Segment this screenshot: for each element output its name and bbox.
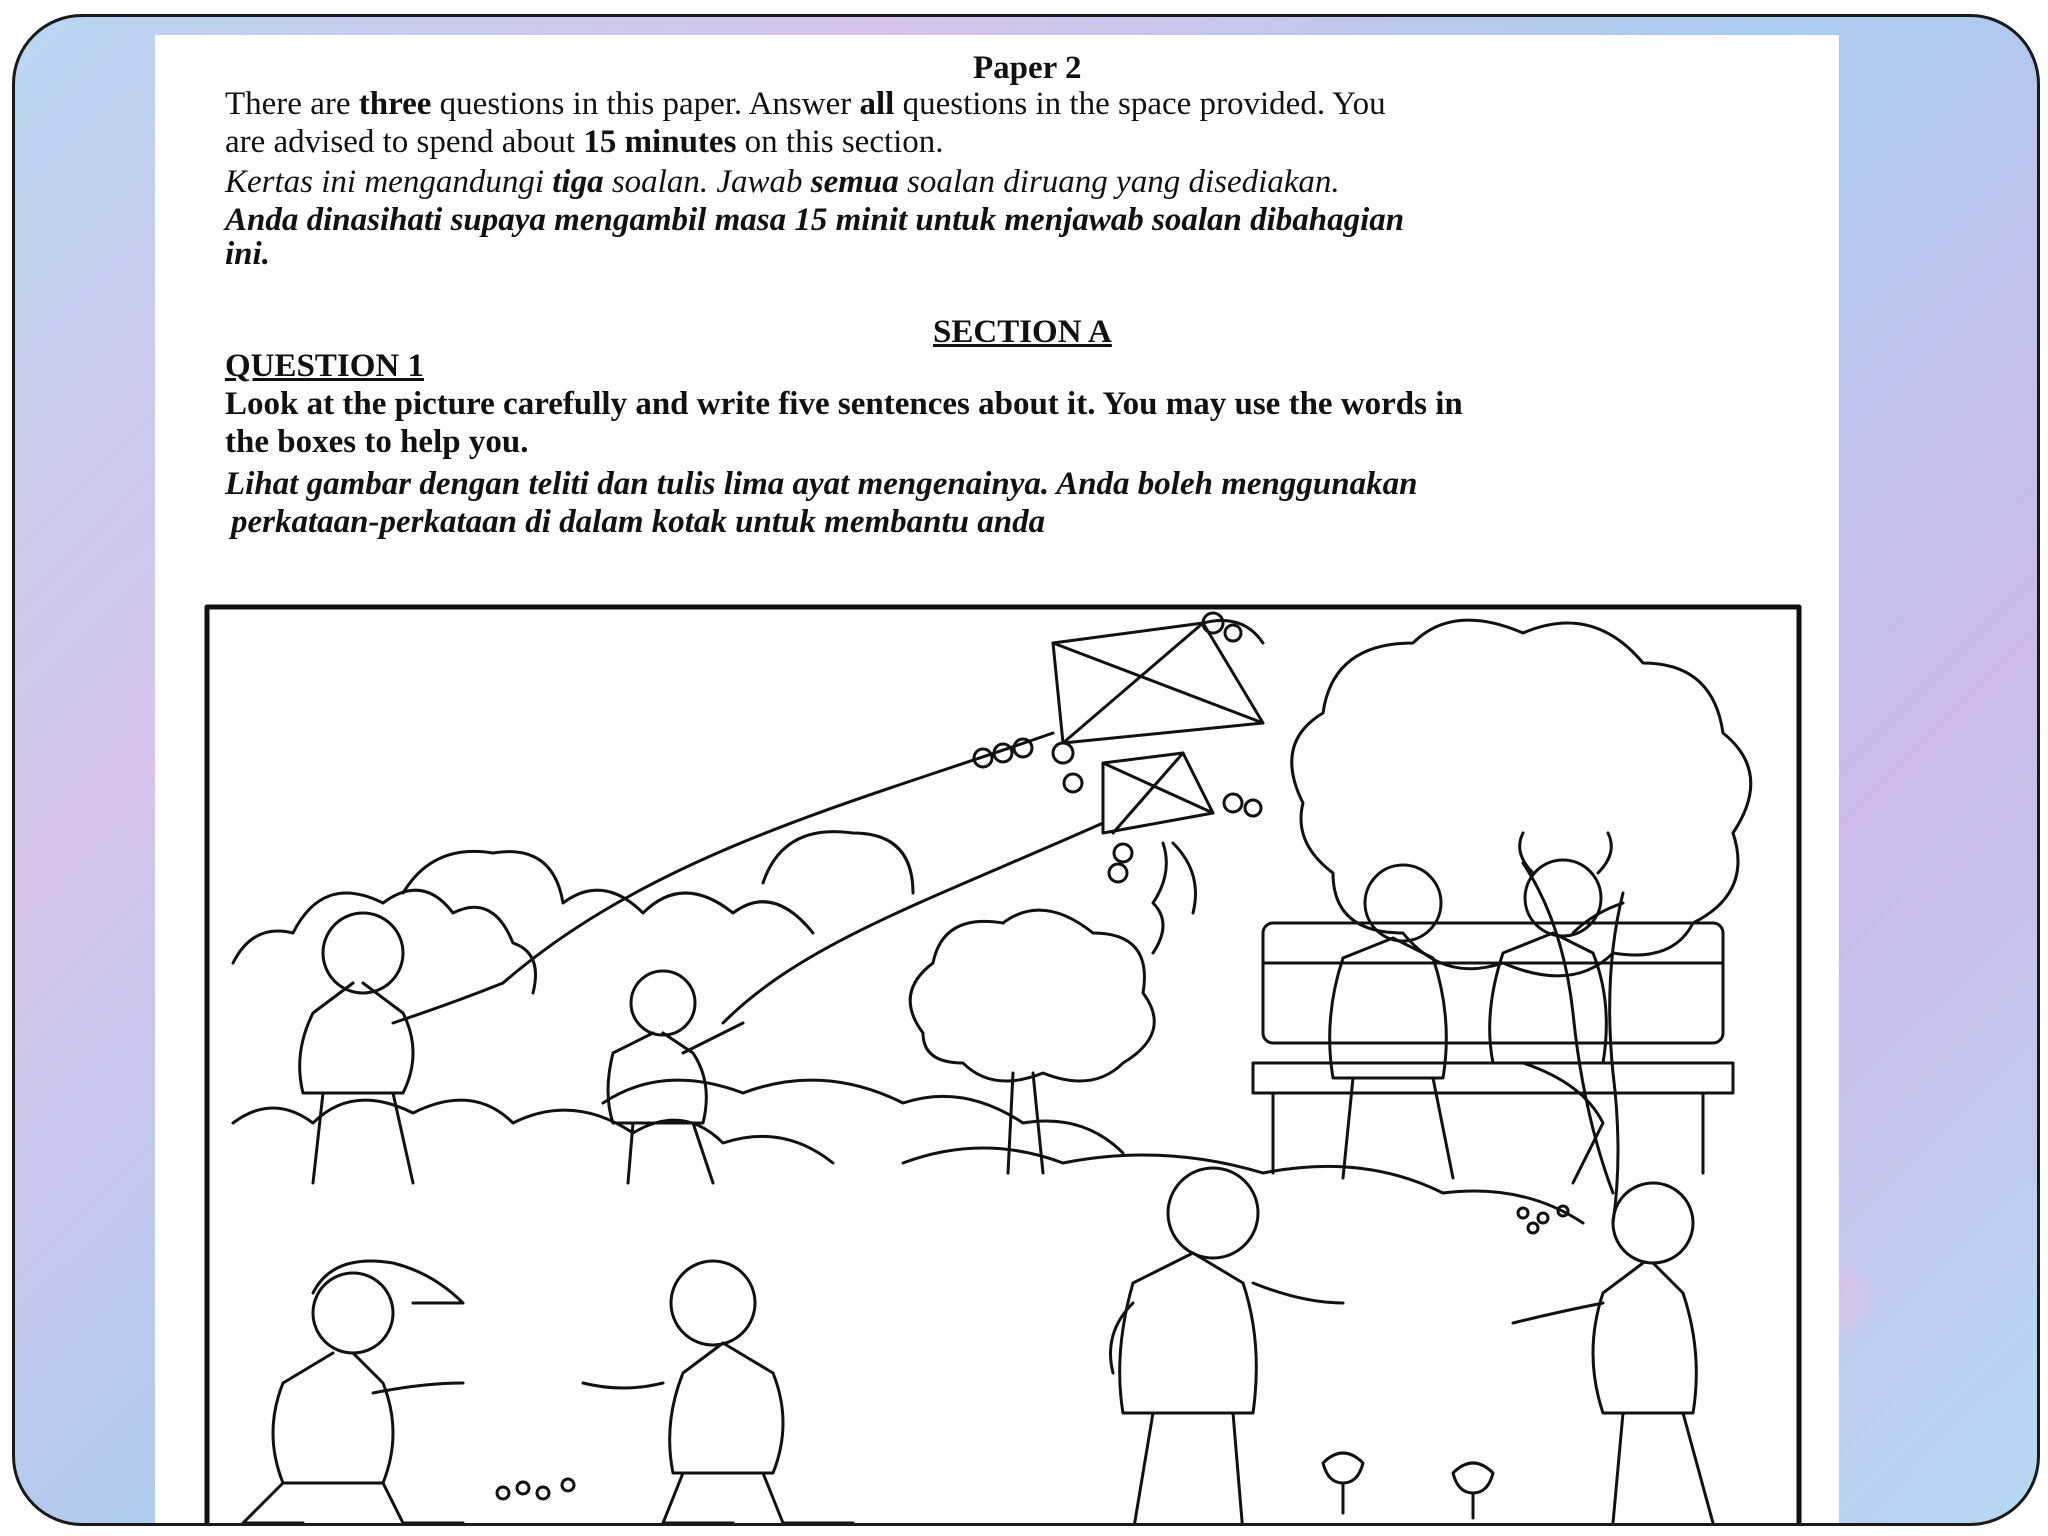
text-segment: untuk menjawab soalan dibahagian xyxy=(907,202,1405,238)
background-bushes xyxy=(233,832,1583,1223)
text-segment: questions in this paper. Answer xyxy=(431,86,860,122)
text-segment: Anda dinasihati supaya mengambil masa xyxy=(225,202,795,238)
text-segment: soalan. Jawab xyxy=(603,164,811,200)
question-en-line-2: the boxes to help you. xyxy=(225,424,529,460)
boy-standing xyxy=(1513,1183,1713,1523)
question-ms-line-1: Lihat gambar dengan teliti dan tulis lima ayat mengenainya. Anda boleh menggunakan xyxy=(225,466,1418,502)
instruction-ms-line-2 xyxy=(225,201,1404,239)
exam-paper xyxy=(155,35,1839,1526)
spinning-tops xyxy=(1323,1453,1493,1518)
text-segment: on this section. xyxy=(736,124,944,160)
seated-man xyxy=(1330,865,1453,1178)
park-illustration xyxy=(203,603,1803,1526)
instruction-en-line-1 xyxy=(225,85,1386,123)
text-segment: questions in the space provided. You xyxy=(894,86,1386,122)
bold-segment: three xyxy=(358,86,432,122)
question-en-line-1: Look at the picture carefully and write five sentences about it. You may use the words in xyxy=(225,386,1463,422)
bold-segment: tiga xyxy=(552,164,604,200)
bold-segment: 15 minit xyxy=(794,202,908,238)
kite-string-1 xyxy=(503,733,1053,983)
marbles xyxy=(497,1479,574,1499)
boy-with-cap xyxy=(243,1261,463,1523)
kite-large xyxy=(1053,613,1263,743)
instruction-ms-line-1 xyxy=(225,163,1340,201)
park-bench xyxy=(1253,923,1733,1173)
boy-with-kite-string xyxy=(608,971,743,1183)
bold-segment: semua xyxy=(810,164,899,200)
boy-flying-kite xyxy=(300,913,503,1183)
text-segment: There are xyxy=(225,86,359,122)
small-tree xyxy=(910,910,1154,1173)
bold-segment: 15 minutes xyxy=(583,124,737,160)
instruction-en-line-2 xyxy=(225,123,944,161)
slide-frame xyxy=(12,14,2040,1526)
kite-small xyxy=(1103,753,1213,953)
kneeling-boy xyxy=(583,1261,853,1523)
text-segment: soalan diruang yang disediakan. xyxy=(898,164,1340,200)
question-title: QUESTION 1 xyxy=(225,348,424,384)
question-ms-line-2: perkataan-perkataan di dalam kotak untuk membantu anda xyxy=(231,504,1046,540)
boy-with-top xyxy=(1111,1168,1344,1526)
section-title: SECTION A xyxy=(933,314,1112,350)
paper-title: Paper 2 xyxy=(973,50,1082,86)
text-segment: are advised to spend about xyxy=(225,124,584,160)
bold-segment: all xyxy=(859,86,895,122)
text-segment: Kertas ini mengandungi xyxy=(225,164,553,200)
instruction-ms-line-3: ini. xyxy=(225,236,270,272)
